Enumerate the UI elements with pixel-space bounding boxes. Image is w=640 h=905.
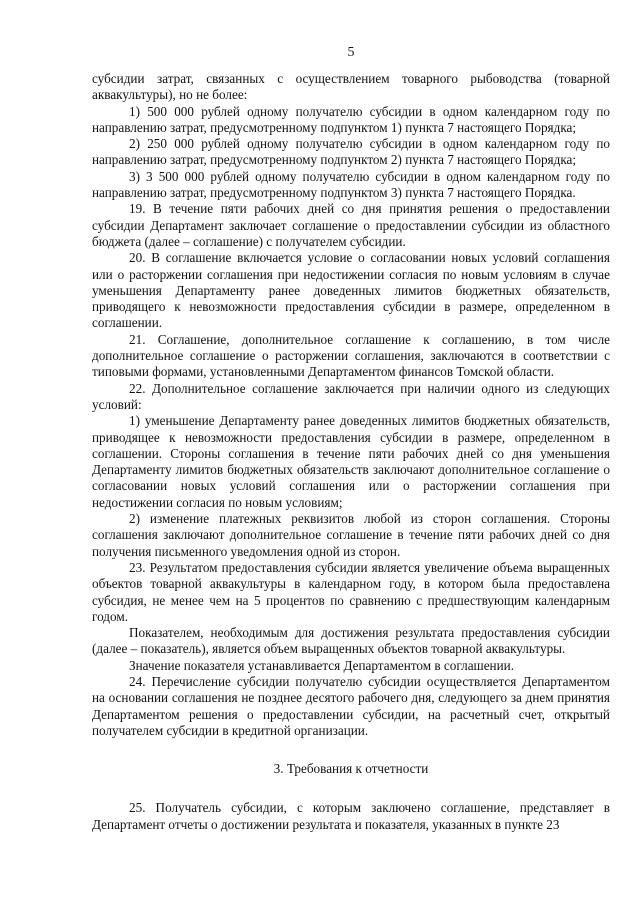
paragraph: Значение показателя устанавливается Департаментом в соглашении. <box>129 657 515 673</box>
paragraph: 19. В течение пяти рабочих дней со дня принятия решения о предоставлении субсидии Департамент заключает соглашение о предоставлении субсидии из областного бюджета (далее – соглашение) с получателем субсидии. <box>92 201 610 249</box>
paragraph: 2) изменение платежных реквизитов любой из сторон соглашения. Стороны соглашения заключают дополнительное соглашение в течение пяти рабочих дней со дня получения письменного уведомления одной из сторон. <box>92 511 610 559</box>
page-number: 5 <box>347 45 355 60</box>
paragraphs-before-heading <box>92 71 610 739</box>
paragraphs-after-heading <box>92 800 610 833</box>
paragraph: 3) 3 500 000 рублей одному получателю субсидии в одном календарном году по направлению затрат, предусмотренному подпунктом 3) пункта 7 настоящего Порядка. <box>92 168 610 201</box>
paragraph: 23. Результатом предоставления субсидии является увеличение объема выращенных объектов товарной аквакультуры в календарном году, в котором была предоставлена субсидия, не менее чем на 5 процентов по сравнению с предшествующим календарным годом. <box>92 559 610 624</box>
paragraph: 1) 500 000 рублей одному получателю субсидии в одном календарном году по направлению затрат, предусмотренному подпунктом 1) пункта 7 настоящего Порядка; <box>92 103 610 135</box>
paragraph: Показателем, необходимым для достижения результата предоставления субсидии (далее – показатель), является объем выращенных объектов товарной аквакультуры. <box>92 625 610 657</box>
document-body <box>92 71 610 833</box>
paragraph: 22. Дополнительное соглашение заключается при наличии одного из следующих условий: <box>92 380 610 412</box>
paragraph: 2) 250 000 рублей одному получателю субсидии в одном календарном году по направлению затрат, предусмотренному подпунктом 2) пункта 7 настоящего Порядка; <box>92 136 610 168</box>
paragraph: 20. В соглашение включается условие о согласовании новых условий соглашения или о расторжении соглашения при недостижении согласия по новым условиям в случае уменьшения Департаменту ранее доведенных лимитов бюджетных обязательств, приводящего к невозможности предоставления субсидии в размере, определенном в соглашении. <box>92 250 610 331</box>
paragraph: субсидии затрат, связанных с осуществлением товарного рыбоводства (товарной аквакультуры), но не более: <box>92 71 610 103</box>
section-heading: 3. Требования к отчетности <box>273 761 429 777</box>
paragraph: 21. Соглашение, дополнительное соглашение к соглашению, в том числе дополнительное соглашение о расторжении соглашения, заключаются в соответствии с типовыми формами, установленными Департаментом финансов Томской области. <box>92 331 610 380</box>
paragraph: 25. Получатель субсидии, с которым заключено соглашение, представляет в Департамент отчеты о достижении результата и показателя, указанных в пункте 23 <box>92 800 610 832</box>
paragraph: 1) уменьшение Департаменту ранее доведенных лимитов бюджетных обязательств, приводящее к невозможности предоставления субсидии в размере, определенном в соглашении. Стороны соглашения в течение пяти рабочих дней со дня уменьшения Департаменту лимитов бюджетных обязательств заключают дополнительное соглашение о согласовании новых условий соглашения или о расторжении соглашения при недостижении согласия по новым условиям; <box>92 413 610 510</box>
paragraph: 24. Перечисление субсидии получателю субсидии осуществляется Департаментом на основании соглашения не позднее десятого рабочего дня, следующего за днем принятия Департаментом решения о предоставлении субсидии, на расчетный счет, открытый получателем субсидии в кредитной организации. <box>92 673 610 738</box>
